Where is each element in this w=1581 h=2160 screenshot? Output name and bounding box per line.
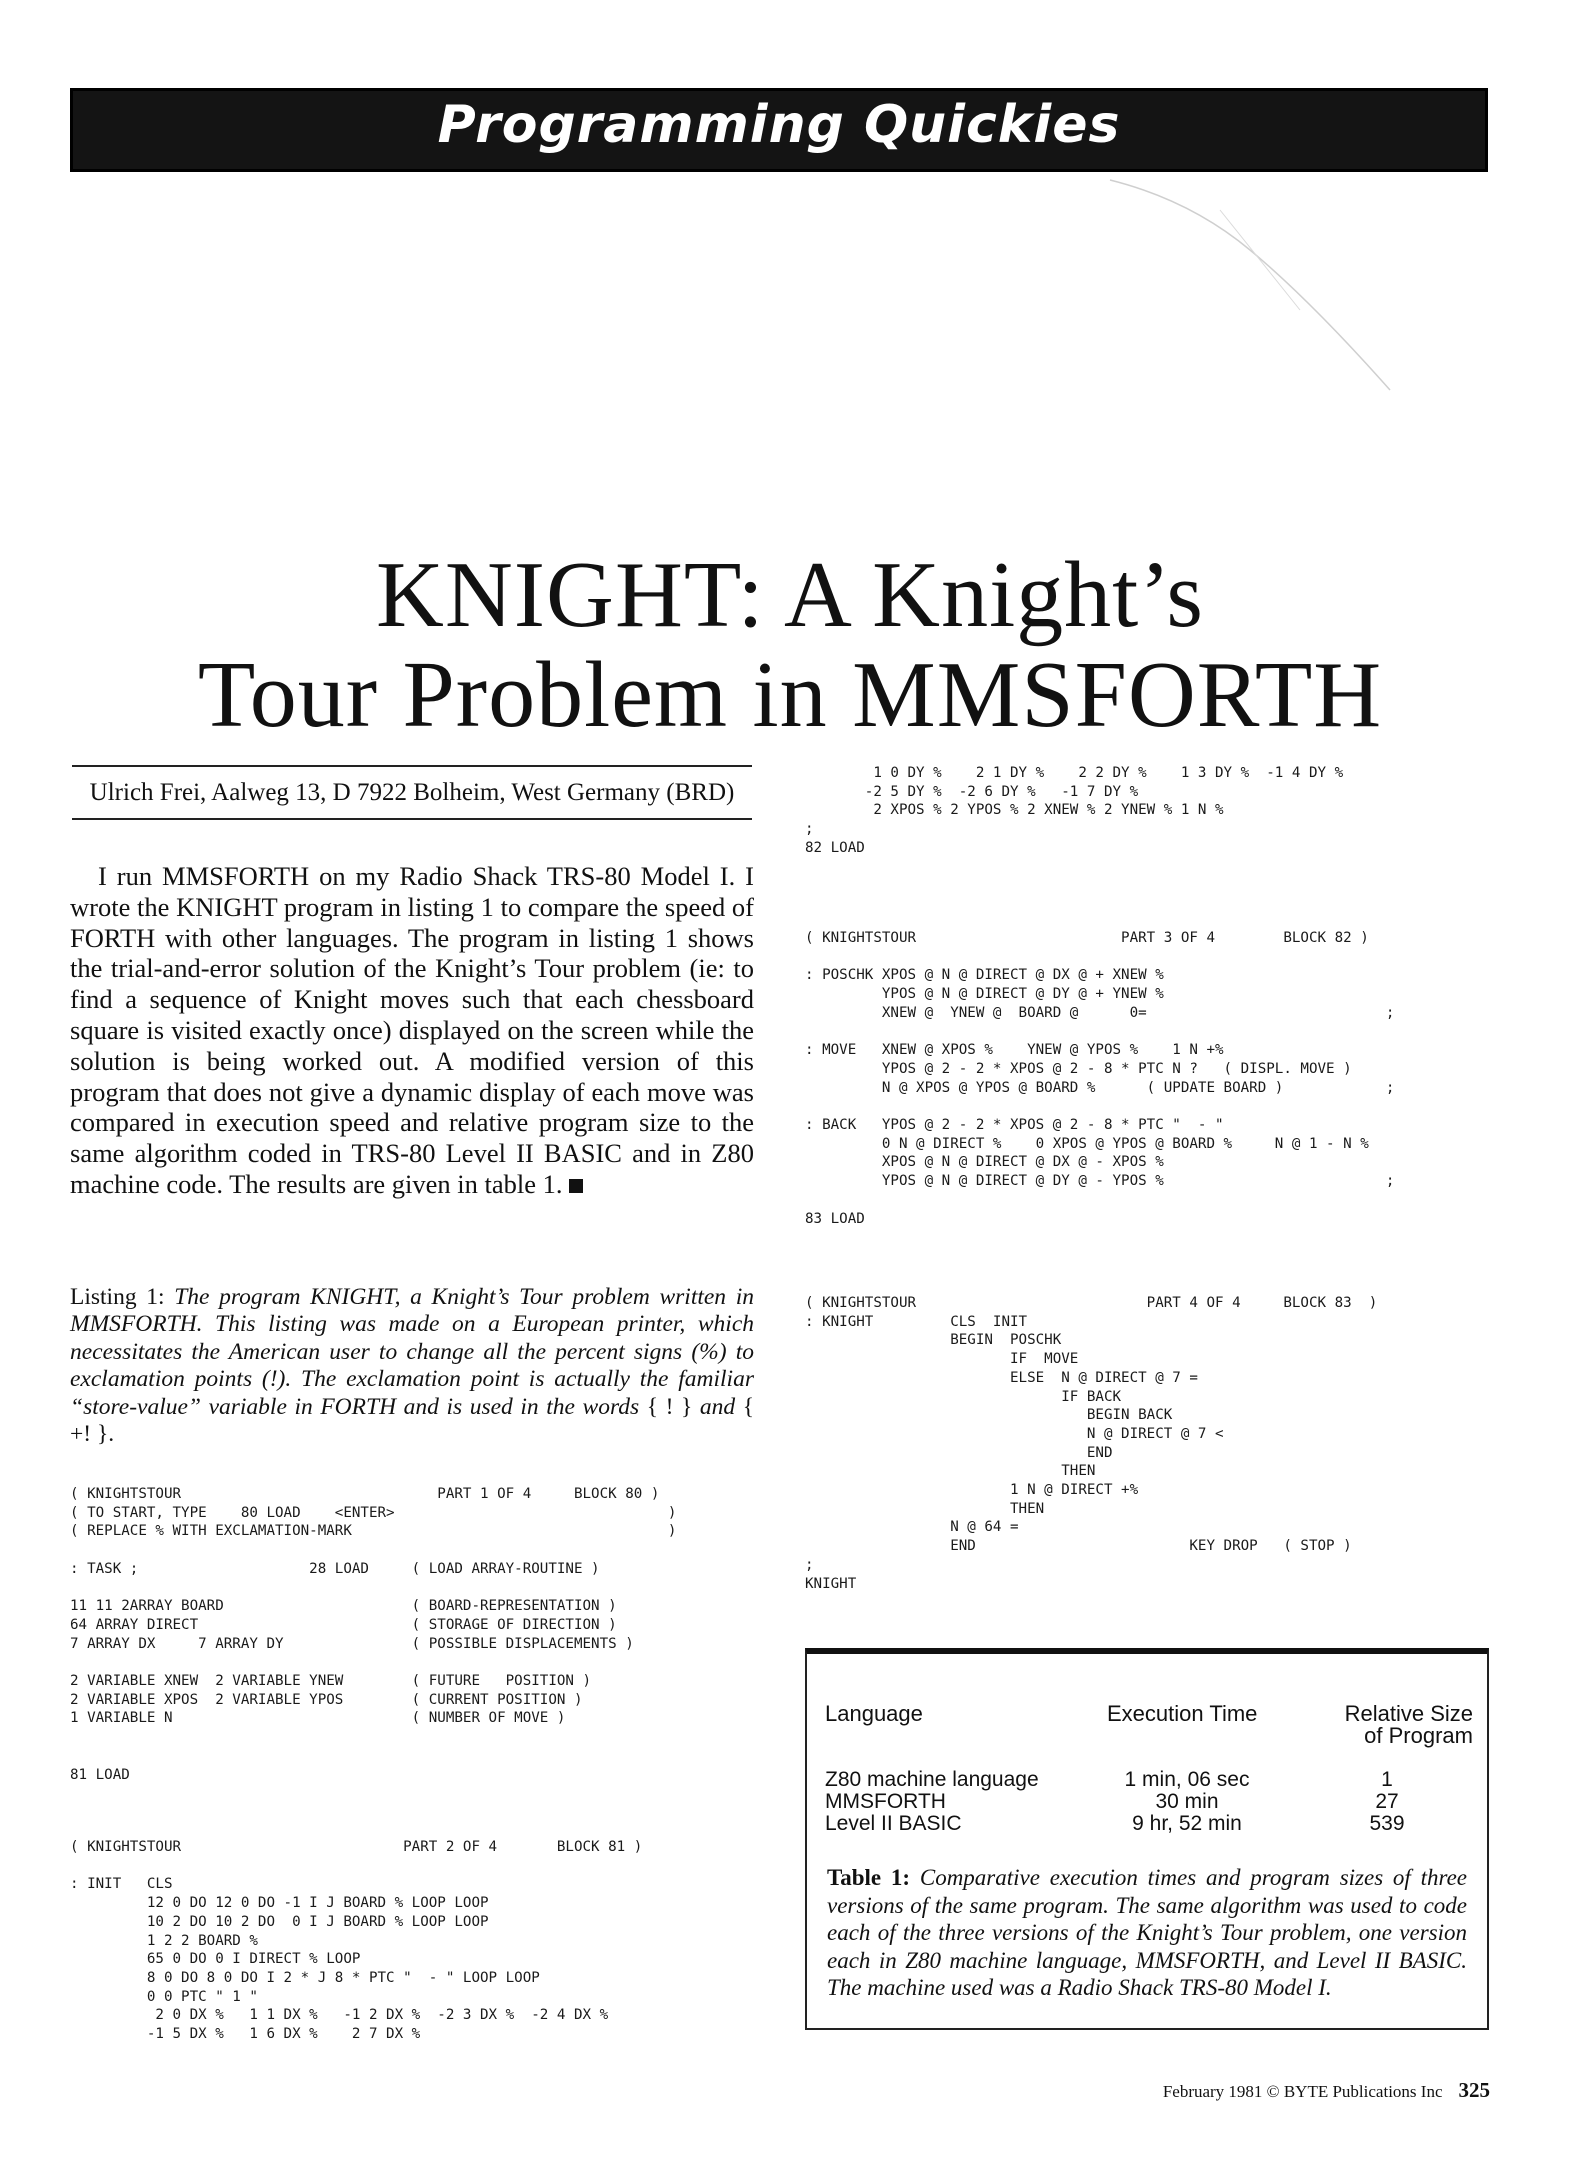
article-title-line-1: KNIGHT: A Knight’s xyxy=(375,543,1204,647)
section-banner xyxy=(70,88,1488,172)
footer-date: February 1981 © BYTE Publications Inc xyxy=(1162,2082,1443,2101)
listing-caption xyxy=(70,1284,754,1448)
listing-block-82: ( KNIGHTSTOUR PART 3 OF 4 BLOCK 82 ) : POSCHK XPOS @ N @ DIRECT @ DX @ + XNEW % YPOS @ N @ DIRECT @ DY @ + YNEW % XNEW @ YNEW @ BOARD @ 0= ; : MOVE XNEW @ XPOS % YNEW @ YPOS % 1 N +% YPOS @ 2 - 2 * XPOS @ 2 - 8 * PTC N ? ( DISPL. MOVE ) N @ XPOS @ YPOS @ BOARD % ( UPDATE BOARD ) ; : BACK YPOS @ 2 - 2 * XPOS @ 2 - 8 * PTC " - " 0 N @ DIRECT % 0 XPOS @ YPOS @ BOARD % N @ 1 - N % XPOS @ N @ DIRECT @ DX @ - XPOS % YPOS @ N @ DIRECT @ DY @ - YPOS % ; 83 LOAD xyxy=(805,930,1395,1227)
table-header-of-program: of Program xyxy=(1364,1723,1473,1748)
table-header-execution-time: Execution Time xyxy=(1107,1701,1258,1726)
byline-bottom-rule xyxy=(72,818,752,820)
listing-block-81: ( KNIGHTSTOUR PART 2 OF 4 BLOCK 81 ) : INIT CLS 12 0 DO 12 0 DO -1 I J BOARD % LOOP LOOP 10 2 DO 10 2 DO 0 I J BOARD % LOOP LOOP 1 2 2 BOARD % 65 0 DO 0 I DIRECT % LOOP 8 0 DO 8 0 DO I 2 * J 8 * PTC " - " LOOP LOOP 0 0 PTC " 1 " 2 0 DX % 1 1 DX % -1 2 DX % -2 3 DX % -2 4 DX % -1 5 DX % 1 6 DX % 2 7 DX % xyxy=(70,1839,643,2043)
table-row-1-language: Z80 machine language xyxy=(825,1768,1039,1791)
listing-block-80: ( KNIGHTSTOUR PART 1 OF 4 BLOCK 80 ) ( TO START, TYPE 80 LOAD <ENTER> ) ( REPLACE % WITH EXCLAMATION-MARK ) : TASK ; 28 LOAD ( LOAD ARRAY-ROUTINE ) 11 11 2ARRAY BOARD ( BOARD-REPRESENTATION ) 64 ARRAY DIRECT ( STORAGE OF DIRECTION ) 7 ARRAY DX 7 ARRAY DY ( POSSIBLE DISPLACEMENTS ) 2 VARIABLE XNEW 2 VARIABLE YNEW ( FUTURE POSITION ) 2 VARIABLE XPOS 2 VARIABLE YPOS ( CURRENT POSITION ) 1 VARIABLE N ( NUMBER OF MOVE ) 81 LOAD xyxy=(70,1486,677,1783)
table-row-3-size: 539 xyxy=(1369,1812,1405,1835)
table-row-3-language: Level II BASIC xyxy=(825,1812,962,1835)
listing-caption-text: The program KNIGHT, a Knight’s Tour problem written in MMSFORTH. This listing was made on a European printer, which necessitates the American user to change all the percent signs (%) to exclamation points (!). The exclamation point is actually the familiar “store-value” variable in FORTH and is used in the words xyxy=(70,1284,754,1420)
listing-block-81-continued: 1 0 DY % 2 1 DY % 2 2 DY % 1 3 DY % -1 4 DY % -2 5 DY % -2 6 DY % -1 7 DY % 2 XPOS % 2 YPOS % 2 XNEW % 2 YNEW % 1 N % ; 82 LOAD xyxy=(805,765,1344,856)
table-row-2-language: MMSFORTH xyxy=(825,1790,946,1813)
table-row-3-time: 9 hr, 52 min xyxy=(1132,1812,1242,1835)
table-caption xyxy=(827,1864,1467,2002)
listing-caption-word1: { ! } xyxy=(646,1393,693,1420)
table-header-language: Language xyxy=(825,1701,923,1726)
table-1 xyxy=(805,1648,1489,2030)
scan-scratch-lines xyxy=(1100,170,1420,400)
table-caption-text: Comparative execution times and program sizes of three versions of the same program. The same algorithm was used to code each of the three versions of the Knight’s Tour problem, one version each in Z80 machine language, MMSFORTH, and Level II BASIC. The machine used was a Radio Shack TRS-80 Model I. xyxy=(827,1865,1468,2000)
section-banner-title: Programming Quickies xyxy=(437,95,1121,155)
table-row-1-time: 1 min, 06 sec xyxy=(1124,1768,1250,1791)
page-footer xyxy=(1100,2078,1490,2103)
listing-caption-and: and xyxy=(699,1393,736,1420)
table-row-1-size: 1 xyxy=(1381,1768,1393,1791)
table-caption-label: Table 1: xyxy=(827,1865,911,1890)
table-row-2-time: 30 min xyxy=(1155,1790,1219,1813)
byline: Ulrich Frei, Aalweg 13, D 7922 Bolheim, West Germany (BRD) xyxy=(89,779,735,806)
page-number: 325 xyxy=(1458,2078,1490,2102)
end-of-article-mark xyxy=(569,1179,583,1193)
article-body xyxy=(70,861,754,1200)
table-row-2-size: 27 xyxy=(1375,1790,1399,1813)
listing-block-83: ( KNIGHTSTOUR PART 4 OF 4 BLOCK 83 ) : KNIGHT CLS INIT BEGIN POSCHK IF MOVE ELSE N @ DIRECT @ 7 = IF BACK BEGIN BACK N @ DIRECT @ 7 < END THEN 1 N @ DIRECT +% THEN N @ 64 = END KEY DROP ( STOP ) ; KNIGHT xyxy=(805,1295,1378,1592)
table-header-relative-size: Relative Size xyxy=(1344,1701,1473,1726)
listing-caption-word2: { +! }. xyxy=(70,1393,755,1448)
byline-top-rule xyxy=(72,765,752,767)
article-body-text: I run MMSFORTH on my Radio Shack TRS-80 Model I. I wrote the KNIGHT program in listing 1 to compare the speed of FORTH with other languages. The program in listing 1 shows the trial-and-error solution of the Knight’s Tour problem (ie: to find a sequence of Knight moves such that each chessboard square is visited exactly once) displayed on the screen while the solution is being worked out. A modified version of this program that does not give a dynamic display of each move was compared in execution speed and relative program size to the same algorithm coded in TRS-80 Level II BASIC and in Z80 machine code. The results are given in table 1. xyxy=(70,861,754,1199)
listing-caption-label: Listing 1: xyxy=(70,1284,165,1310)
article-title-line-2: Tour Problem in MMSFORTH xyxy=(197,643,1383,747)
